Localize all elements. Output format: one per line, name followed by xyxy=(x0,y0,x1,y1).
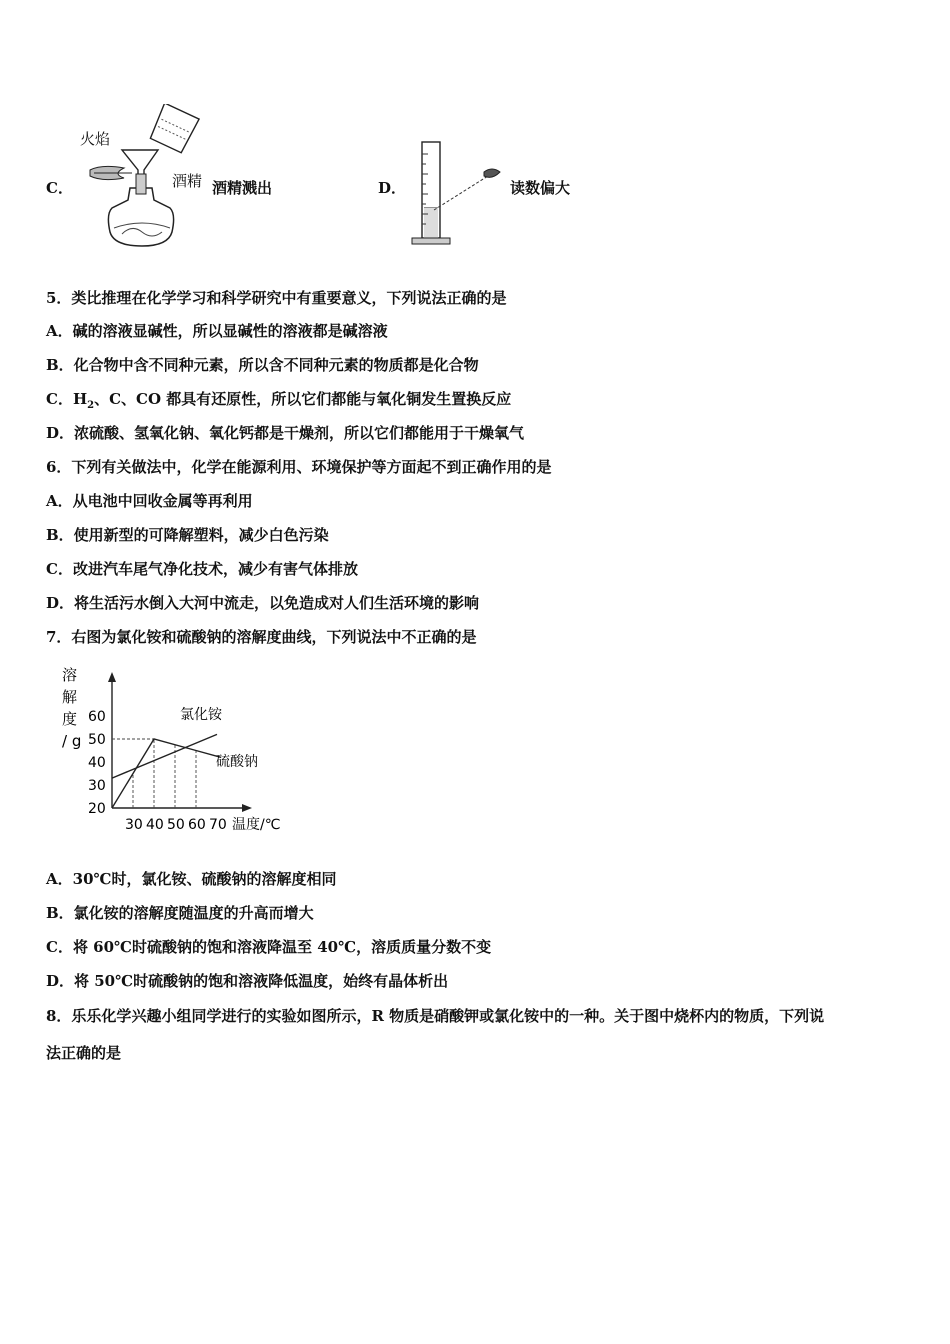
q6-option-c: C．改进汽车尾气净化技术，减少有害气体排放 xyxy=(46,560,358,578)
q7-option-a: A．30℃时，氯化铵、硫酸钠的溶解度相同 xyxy=(46,870,337,888)
q5-option-d: D．浓硫酸、氢氧化钠、氧化钙都是干燥剂，所以它们都能用于干燥氧气 xyxy=(46,424,525,442)
chart-series xyxy=(112,734,221,808)
q6-stem: 6．下列有关做法中，化学在能源利用、环境保护等方面起不到正确作用的是 xyxy=(46,458,552,476)
solubility-chart xyxy=(50,660,300,842)
y-axis-label xyxy=(62,666,81,750)
q7-stem: 7．右图为氯化铵和硫酸钠的溶解度曲线，下列说法中不正确的是 xyxy=(46,628,477,646)
x-tick-label: 70 xyxy=(209,817,227,833)
y-axis-label-char: 度 xyxy=(62,710,78,728)
q6-option-b: B．使用新型的可降解塑料，减少白色污染 xyxy=(46,526,329,544)
chart-axes xyxy=(108,672,252,812)
q6-option-d: D．将生活污水倒入大河中流走，以免造成对人们生活环境的影响 xyxy=(46,594,480,612)
flame-label: 火焰 xyxy=(80,130,111,148)
y-tick-label: 20 xyxy=(88,801,106,817)
x-axis-label: 温度/℃ xyxy=(232,817,281,833)
eye-icon xyxy=(484,169,500,177)
q5-option-c-subscript: 2 xyxy=(87,400,95,411)
y-tick-label: 30 xyxy=(88,778,106,794)
q5-stem: 5．类比推理在化学学习和科学研究中有重要意义，下列说法正确的是 xyxy=(46,289,507,307)
x-axis-arrow xyxy=(242,804,252,812)
tilted-beaker xyxy=(149,104,199,154)
wick-holder xyxy=(136,174,146,194)
cylinder-base xyxy=(412,238,450,244)
sight-line xyxy=(434,176,488,210)
q6-option-a: A．从电池中回收金属等再利用 xyxy=(46,492,253,510)
figure-d-caption: 读数偏大 xyxy=(510,179,571,197)
q5-option-c xyxy=(46,388,511,411)
y-axis-label-char: / g xyxy=(62,732,82,750)
x-tick-label: 30 xyxy=(125,817,143,833)
q8-line-2: 法正确的是 xyxy=(46,1044,122,1062)
series-line-ammonium-chloride xyxy=(112,734,217,778)
y-tick-label: 60 xyxy=(88,709,106,725)
q8-line-1: 8．乐乐化学兴趣小组同学进行的实验如图所示，R 物质是硝酸钾或氯化铵中的一种。关于图中烧杯内的物质，下列说 xyxy=(46,1007,825,1025)
q7-option-b: B．氯化铵的溶解度随温度的升高而增大 xyxy=(46,904,314,922)
chart-ticks xyxy=(88,709,227,833)
chart-labels xyxy=(180,707,280,833)
series-label-ammonium-chloride: 氯化铵 xyxy=(180,707,222,723)
lamp-body xyxy=(108,188,173,246)
q5-option-c-prefix: C．H xyxy=(46,390,88,408)
figure-c-caption: 酒精溅出 xyxy=(212,179,273,197)
series-label-sodium-sulfate: 硫酸钠 xyxy=(216,754,258,770)
q7-option-c: C．将 60℃时硫酸钠的饱和溶液降温至 40℃，溶质质量分数不变 xyxy=(46,938,492,956)
y-axis-label-char: 溶 xyxy=(62,666,78,684)
q5-option-b: B．化合物中含不同种元素，所以含不同种元素的物质都是化合物 xyxy=(46,356,479,374)
graduated-cylinder-diagram xyxy=(400,138,510,248)
x-tick-label: 60 xyxy=(188,817,206,833)
x-tick-label: 40 xyxy=(146,817,164,833)
figure-d-letter: D． xyxy=(378,179,407,197)
y-tick-label: 40 xyxy=(88,755,106,771)
series-line-sodium-sulfate xyxy=(112,739,221,808)
y-axis-arrow xyxy=(108,672,116,682)
q5-option-a: A．碱的溶液显碱性，所以显碱性的溶液都是碱溶液 xyxy=(46,322,388,340)
q7-option-d: D．将 50℃时硫酸钠的饱和溶液降低温度，始终有晶体析出 xyxy=(46,972,449,990)
alcohol-label: 酒精 xyxy=(172,172,203,190)
y-tick-label: 50 xyxy=(88,732,106,748)
x-tick-label: 50 xyxy=(167,817,185,833)
q5-option-c-rest: 、C、CO 都具有还原性，所以它们都能与氧化铜发生置换反应 xyxy=(94,390,512,408)
figure-c-letter: C． xyxy=(46,179,73,197)
y-axis-label-char: 解 xyxy=(62,688,78,706)
